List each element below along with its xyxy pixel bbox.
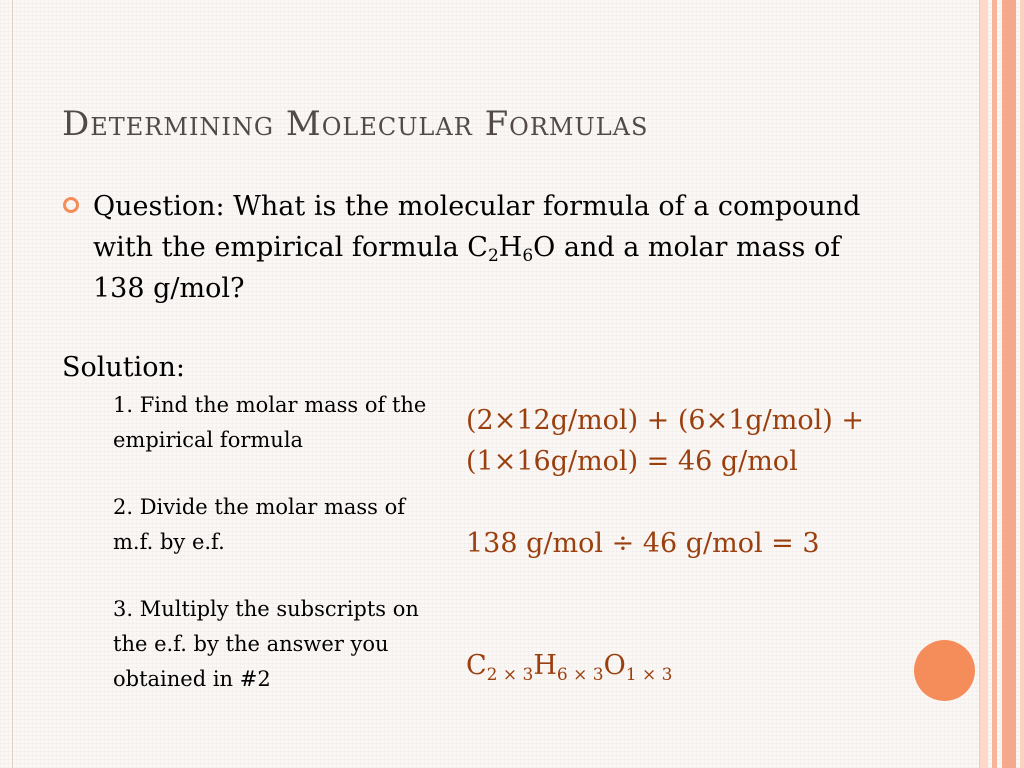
result-molecular-formula: $C_{2 \times 3}H_{6 \times 3}O_{1 \times 3}$ (466, 650, 673, 685)
solution-label: Solution: (62, 352, 186, 383)
decorative-orange-circle (914, 640, 975, 701)
step-1: 1. Find the molar mass of the empirical formula (113, 393, 427, 452)
step-3: 3. Multiply the subscripts on the e.f. by the answer you obtained in #2 (113, 597, 419, 691)
bullet-icon (63, 197, 79, 213)
result-ratio: 138 g/mol ÷ 46 g/mol = 3 (466, 528, 820, 559)
slide-title: Determining Molecular Formulas (62, 104, 649, 144)
decorative-edge-stripes (980, 0, 1024, 768)
result-molar-mass: (2×12g/mol) + (6×1g/mol) + (1×16g/mol) = 46 g/mol (466, 405, 865, 477)
question-text: Question: What is the molecular formula of a compound with the empirical formula $C_2H_6O$ and a molar mass of 138 g/mol? (93, 191, 861, 304)
step-2: 2. Divide the molar mass of m.f. by e.f. (113, 495, 406, 554)
